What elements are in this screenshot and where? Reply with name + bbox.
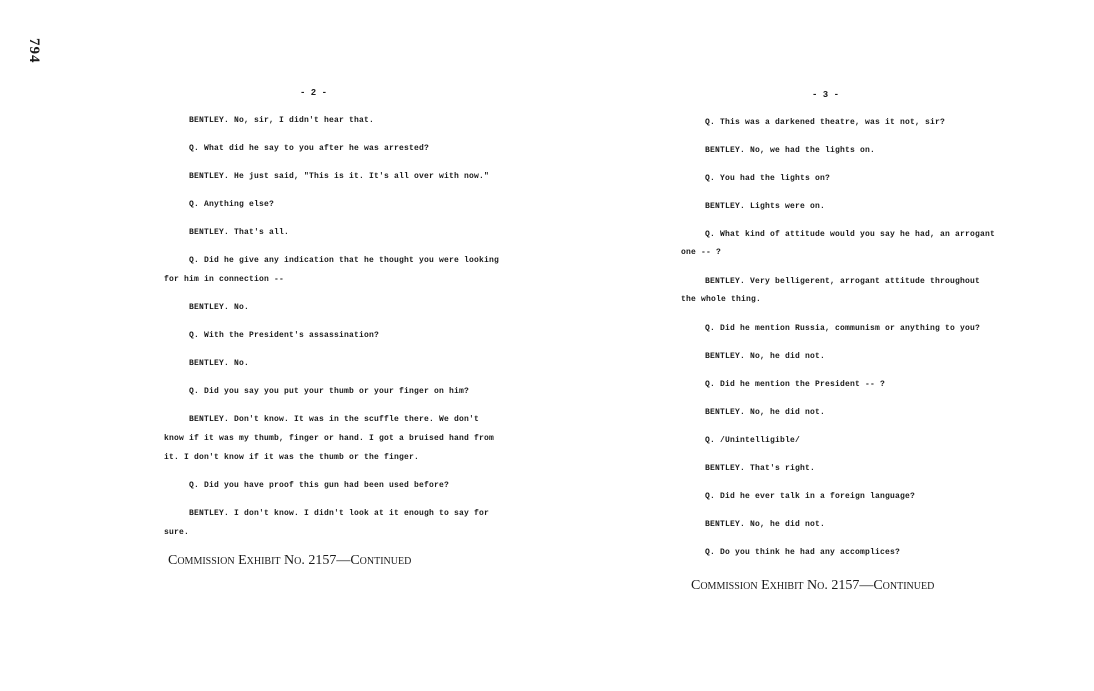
transcript-line: sure. [164, 528, 190, 537]
left-page-number: - 2 - [300, 88, 328, 98]
transcript-line: Q. You had the lights on? [705, 174, 831, 183]
transcript-line: BENTLEY. Don't know. It was in the scuffle there. We don't [189, 415, 480, 424]
left-exhibit-caption: Commission Exhibit No. 2157—Continued [168, 553, 412, 568]
transcript-line: BENTLEY. No, sir, I didn't hear that. [189, 116, 375, 125]
transcript-line: Q. Anything else? [189, 200, 275, 209]
transcript-line: BENTLEY. No, he did not. [705, 520, 826, 529]
transcript-line: Q. This was a darkened theatre, was it not, sir? [705, 118, 946, 127]
transcript-line: Q. Do you think he had any accomplices? [705, 548, 901, 557]
transcript-line: BENTLEY. No, he did not. [705, 352, 826, 361]
transcript-line: for him in connection -- [164, 275, 285, 284]
transcript-line: Q. Did you say you put your thumb or your finger on him? [189, 387, 470, 396]
transcript-line: BENTLEY. No, he did not. [705, 408, 826, 417]
transcript-line: BENTLEY. No. [189, 303, 250, 312]
transcript-line: BENTLEY. That's right. [705, 464, 816, 473]
right-page-number: - 3 - [812, 90, 840, 100]
transcript-line: BENTLEY. No. [189, 359, 250, 368]
transcript-line: Q. What kind of attitude would you say he had, an arrogant [705, 230, 996, 239]
transcript-line: Q. What did he say to you after he was arrested? [189, 144, 430, 153]
transcript-line: the whole thing. [681, 295, 762, 304]
transcript-line: know if it was my thumb, finger or hand. I got a bruised hand from [164, 434, 495, 443]
transcript-line: BENTLEY. I don't know. I didn't look at it enough to say for [189, 509, 490, 518]
transcript-line: it. I don't know if it was the thumb or the finger. [164, 453, 420, 462]
transcript-line: BENTLEY. Lights were on. [705, 202, 826, 211]
transcript-line: Q. Did you have proof this gun had been used before? [189, 481, 450, 490]
transcript-line: Q. With the President's assassination? [189, 331, 380, 340]
transcript-line: Q. Did he ever talk in a foreign language? [705, 492, 916, 501]
right-exhibit-caption: Commission Exhibit No. 2157—Continued [691, 578, 935, 593]
transcript-line: Q. Did he mention Russia, communism or anything to you? [705, 324, 981, 333]
transcript-line: Q. Did he give any indication that he thought you were looking [189, 256, 500, 265]
side-page-number: 794 [26, 38, 42, 64]
transcript-line: Q. Did he mention the President -- ? [705, 380, 886, 389]
transcript-line: one -- ? [681, 248, 722, 257]
transcript-line: BENTLEY. No, we had the lights on. [705, 146, 876, 155]
transcript-line: BENTLEY. That's all. [189, 228, 290, 237]
transcript-line: BENTLEY. He just said, "This is it. It's all over with now." [189, 172, 490, 181]
transcript-line: Q. /Unintelligible/ [705, 436, 801, 445]
transcript-line: BENTLEY. Very belligerent, arrogant attitude throughout [705, 277, 981, 286]
